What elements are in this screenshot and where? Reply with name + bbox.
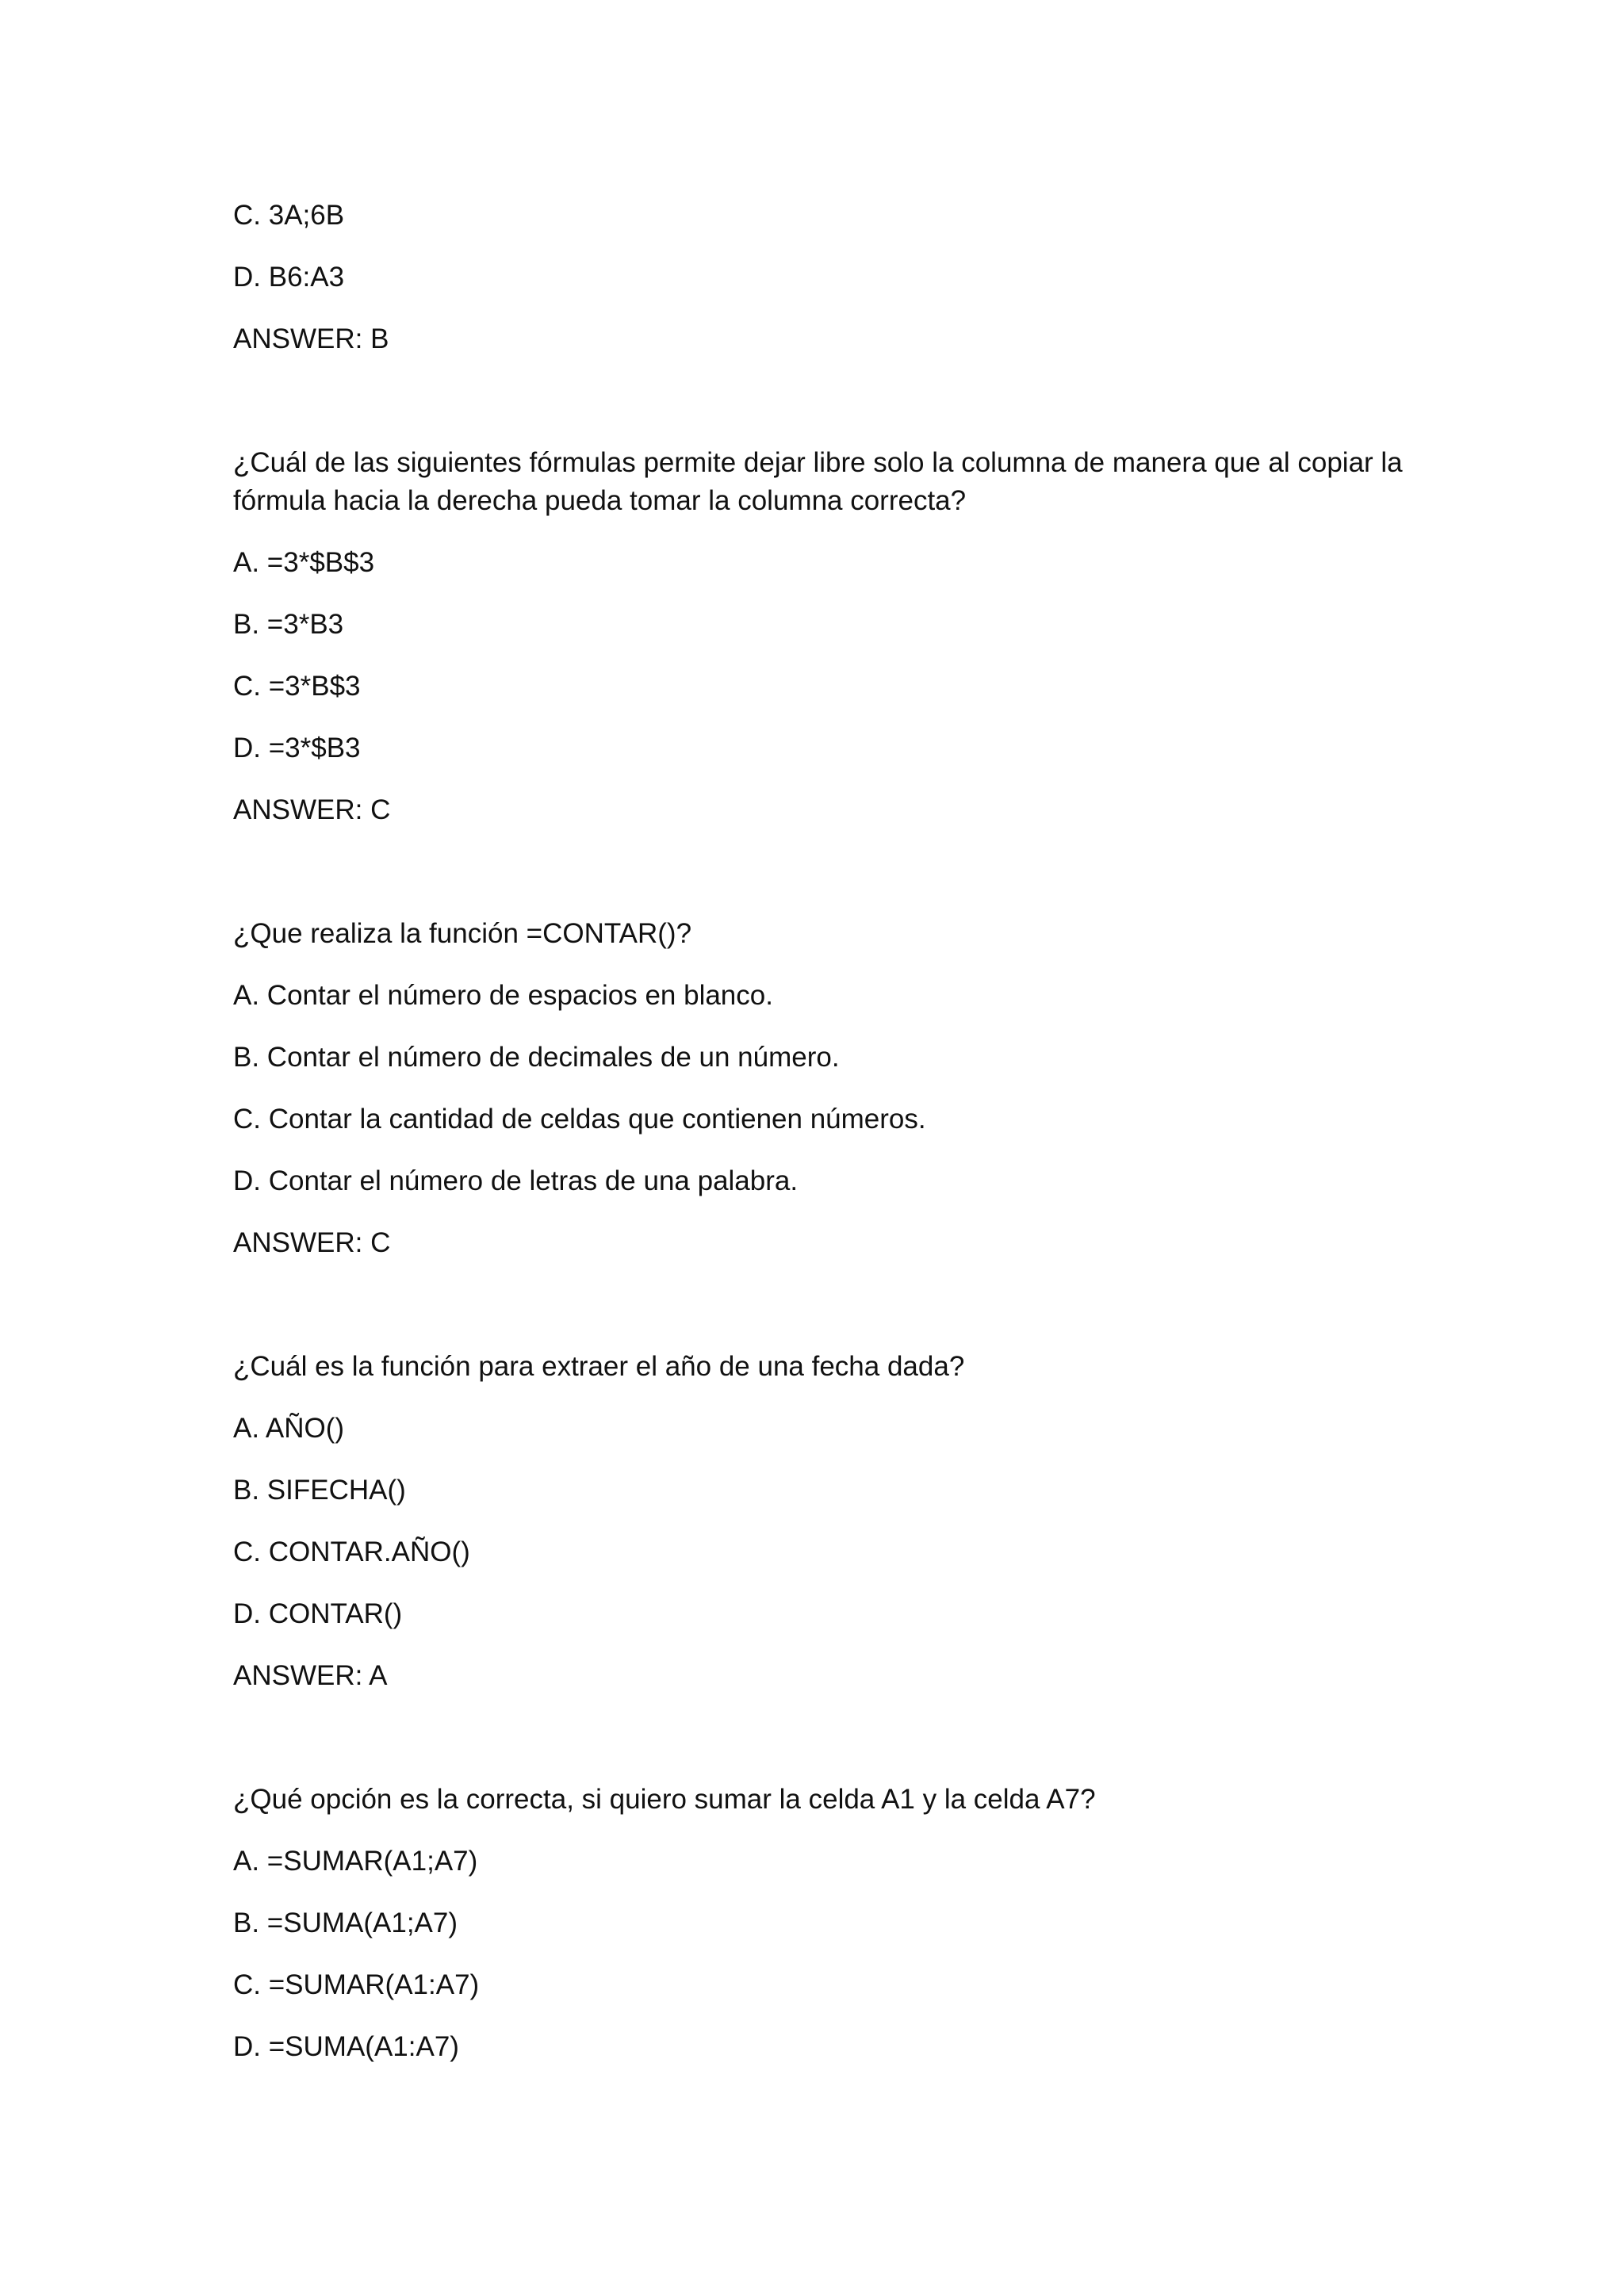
option-d: D. Contar el número de letras de una palabra. (233, 1165, 799, 1196)
question-text: ¿Qué opción es la correcta, si quiero sumar la celda A1 y la celda A7? (233, 1784, 1096, 1815)
option-c: C. Contar la cantidad de celdas que contienen números. (233, 1104, 926, 1135)
option-c: C. 3A;6B (233, 200, 345, 231)
option-a: A. AÑO() (233, 1413, 345, 1444)
spacer (233, 1286, 1407, 1348)
spacer (233, 853, 1407, 915)
quiz-content (233, 197, 1407, 2090)
answer-line: ANSWER: C (233, 1227, 391, 1258)
answer-line: ANSWER: B (233, 323, 389, 354)
question-block (233, 1781, 1407, 2066)
question-text: ¿Que realiza la función =CONTAR()? (233, 918, 692, 949)
answer-line: ANSWER: C (233, 794, 391, 825)
option-a: A. Contar el número de espacios en blanco. (233, 980, 773, 1011)
option-c: C. =SUMAR(A1:A7) (233, 1969, 480, 2000)
option-d: D. =3*$B3 (233, 733, 361, 763)
spacer (233, 382, 1407, 444)
question-text: ¿Cuál de las siguientes fórmulas permite dejar libre solo la columna de manera que al copiar la fórmula hacia la derecha pueda tomar la columna correcta? (233, 447, 1403, 516)
question-block (233, 1348, 1407, 1695)
spacer (233, 1719, 1407, 1781)
question-text: ¿Cuál es la función para extraer el año de una fecha dada? (233, 1351, 965, 1382)
option-b: B. =SUMA(A1;A7) (233, 1908, 458, 1938)
question-fragment (233, 197, 1407, 358)
option-b: B. SIFECHA() (233, 1475, 406, 1506)
option-d: D. =SUMA(A1:A7) (233, 2031, 459, 2062)
option-c: C. CONTAR.AÑO() (233, 1536, 470, 1567)
option-c: C. =3*B$3 (233, 671, 361, 702)
option-a: A. =SUMAR(A1;A7) (233, 1846, 478, 1877)
option-b: B. Contar el número de decimales de un número. (233, 1042, 840, 1073)
question-block (233, 915, 1407, 1262)
option-d: D. B6:A3 (233, 262, 345, 293)
question-block (233, 444, 1407, 829)
option-d: D. CONTAR() (233, 1598, 403, 1629)
option-b: B. =3*B3 (233, 609, 344, 640)
answer-line: ANSWER: A (233, 1660, 388, 1691)
option-a: A. =3*$B$3 (233, 547, 375, 578)
